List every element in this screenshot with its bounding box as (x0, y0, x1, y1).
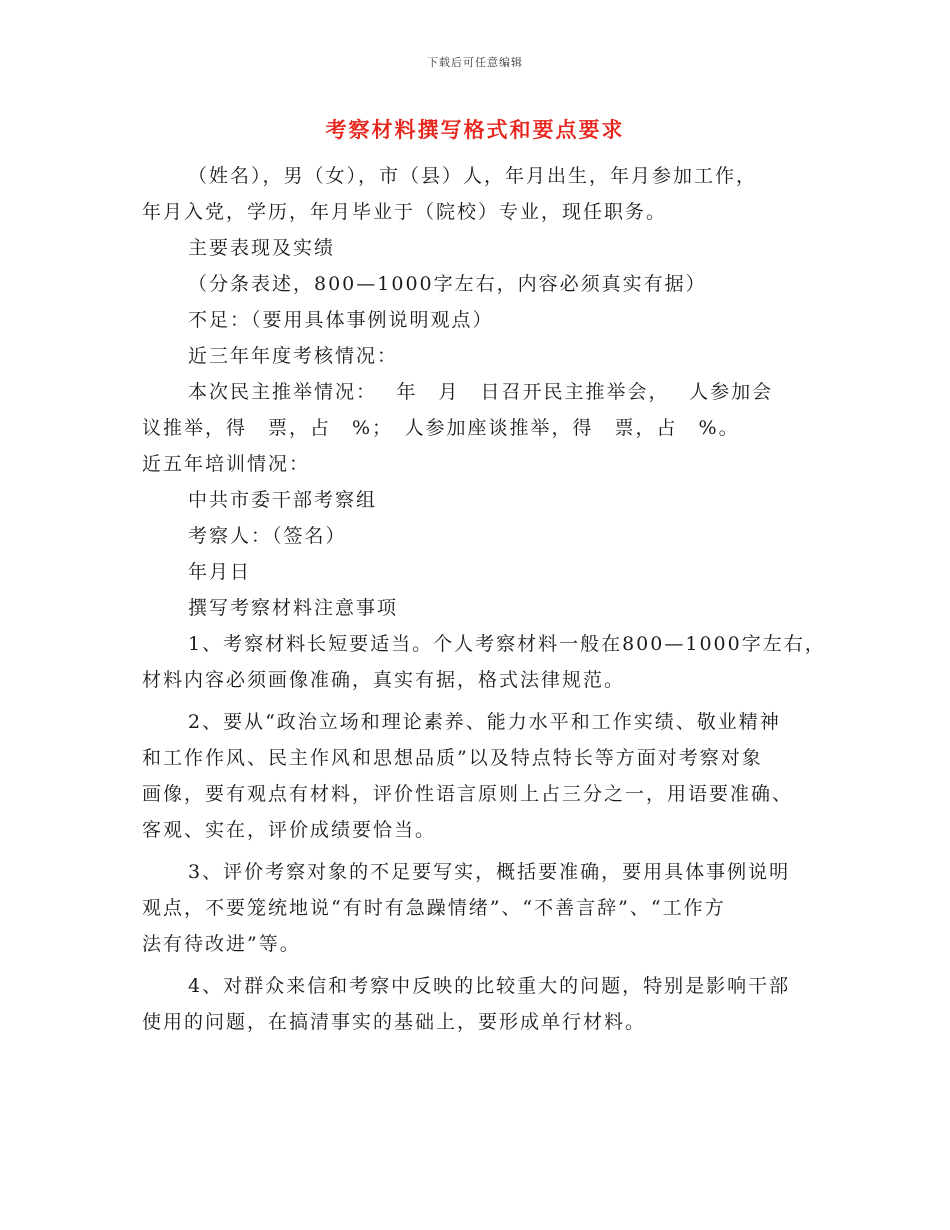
list-item: 3、评价考察对象的不足要写实，概括要准确，要用具体事例说明 (188, 861, 791, 883)
list-item-continued: 画像，要有观点有材料，评价性语言原则上占三分之一，用语要准确、 (142, 783, 794, 805)
page-header-note: 下载后可任意编辑 (427, 56, 523, 69)
paragraph-line: （姓名），男（女），市（县）人，年月出生，年月参加工作， (188, 165, 758, 187)
list-item-continued: 法有待改进”等。 (142, 933, 301, 955)
document-body (142, 158, 826, 1040)
paragraph-line: （分条表述，800—1000字左右，内容必须真实有据） (188, 273, 707, 295)
list-item-continued: 客观、实在，评价成绩要恰当。 (142, 819, 437, 841)
list-item: 2、要从“政治立场和理论素养、能力水平和工作实绩、敬业精神 (188, 711, 781, 733)
list-item: 4、对群众来信和考察中反映的比较重大的问题，特别是影响干部 (188, 975, 791, 997)
list-item-continued: 使用的问题，在搞清事实的基础上，要形成单行材料。 (142, 1011, 647, 1033)
signature-line: 考察人：（签名） (188, 525, 347, 547)
organization-line: 中共市委干部考察组 (188, 489, 378, 511)
paragraph-line: 年月入党，学历，年月毕业于（院校）专业，现任职务。 (142, 201, 668, 223)
section-heading: 主要表现及实绩 (188, 237, 336, 259)
section-heading: 撰写考察材料注意事项 (188, 597, 399, 619)
list-item-continued: 和工作作风、民主作风和思想品质”以及特点特长等方面对考察对象 (142, 747, 763, 769)
paragraph-line: 近三年年度考核情况： (188, 345, 399, 367)
date-line: 年月日 (188, 561, 252, 583)
list-item-continued: 观点，不要笼统地说“有时有急躁情绪”、“不善言辞”、“工作方 (142, 897, 726, 919)
document-title: 考察材料撰写格式和要点要求 (325, 117, 625, 142)
paragraph-line: 近五年培训情况： (142, 453, 311, 475)
list-item: 1、考察材料长短要适当。个人考察材料一般在800—1000字左右， (188, 633, 826, 655)
paragraph-line: 本次民主推举情况： 年 月 日召开民主推举会， 人参加会 (188, 381, 774, 403)
paragraph-line: 议推举，得 票，占 %； 人参加座谈推举，得 票，占 %。 (142, 417, 740, 439)
list-item-continued: 材料内容必须画像准确，真实有据，格式法律规范。 (142, 669, 626, 691)
paragraph-line: 不足：（要用具体事例说明观点） (188, 309, 494, 331)
